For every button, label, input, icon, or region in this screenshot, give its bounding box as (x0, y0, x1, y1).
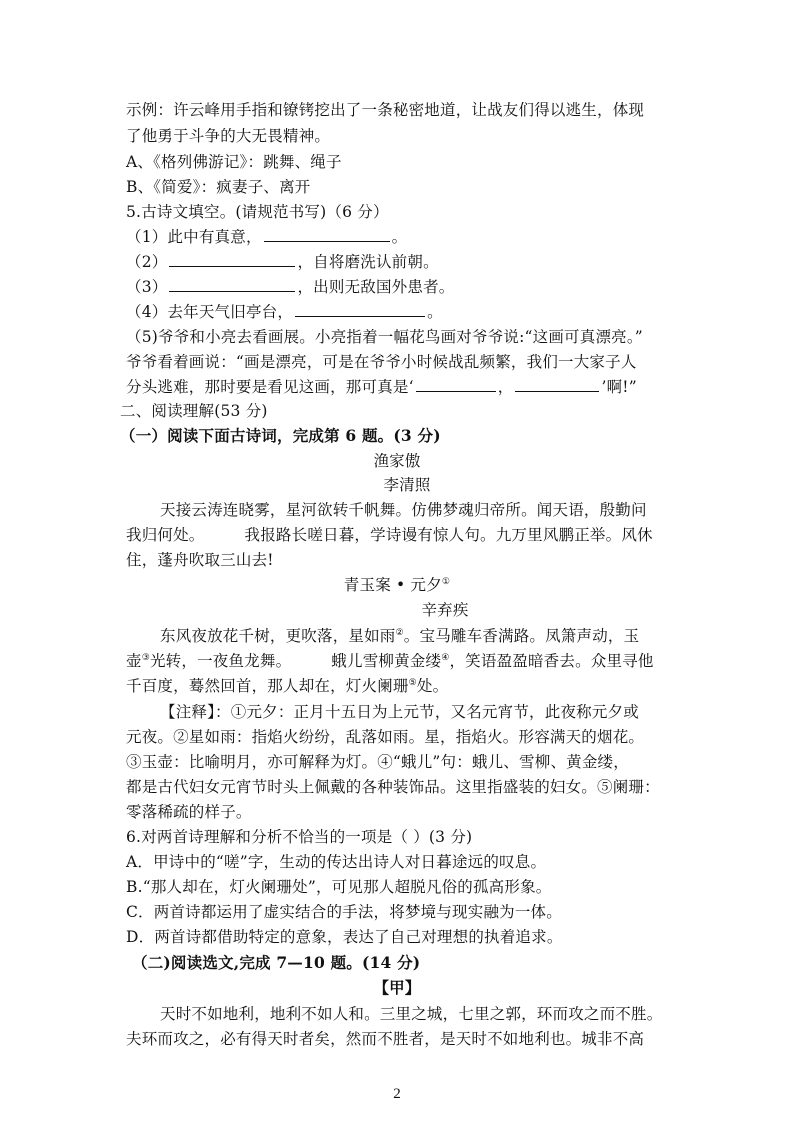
poem-1-text: 我归何处。 (126, 526, 205, 544)
q6-option-a: A．甲诗中的“嗟”字，生动的传达出诗人对日暮途远的叹息。 (126, 853, 547, 871)
q6-option-b: B.“那人却在，灯火阑珊处”，可见那人超脱凡俗的孤高形象。 (126, 878, 552, 896)
q5-5-text: 分头逃难，那时要是看见这画，那可真是‘ (126, 378, 414, 396)
q5-item-3 (126, 275, 454, 299)
option-b-line: B、《简爱》：疯妻子、离开 (126, 178, 311, 196)
q5-1-text: （1）此中有真意， (126, 228, 262, 246)
note-line-4: 都是古代妇女元宵节时头上佩戴的各种装饰品。这里指盛装的妇女。⑤阑珊： (126, 778, 660, 796)
poem-2-text: 东风夜放花千树，更吹落，星如雨 (160, 627, 396, 645)
answer-blank[interactable] (169, 275, 295, 292)
poem-2-text: 光转，一夜鱼龙舞。 (149, 652, 292, 670)
poem-2-line-2 (126, 649, 654, 673)
example-line-1: 示例：许云峰用手指和镣铐挖出了一条秘密地道，让战友们得以逃生，体现 (126, 101, 645, 119)
question-6: 6.对两首诗理解和分析不恰当的一项是（ ）(3 分) (126, 828, 473, 846)
question-5: 5.古诗文填空。(请规范书写)（6 分） (126, 203, 389, 221)
answer-blank[interactable] (416, 375, 496, 392)
q5-3-end: ，出则无敌国外患者。 (297, 278, 455, 296)
poem-2-text: 壶 (126, 652, 142, 670)
q5-5-end: ’啊!” (601, 378, 637, 396)
poem-2-text: 蛾儿雪柳黄金缕 (331, 652, 442, 670)
q5-5-comma: ， (497, 378, 514, 396)
page-number: 2 (393, 1086, 401, 1102)
footnote-mark: ④ (441, 652, 450, 663)
answer-blank[interactable] (264, 225, 390, 242)
passage-line-2: 夫环而攻之，必有得天时者矣，然而不胜者，是天时不如地利也。城非不高 (126, 1030, 645, 1048)
poem-2-text: 千百度，蓦然回首，那人却在，灯火阑珊 (126, 677, 409, 695)
answer-blank[interactable] (295, 300, 425, 317)
q5-item-5-line-2: 爷爷看着画说：“画是漂亮，可是在爷爷小时候战乱频繁，我们一大家子人 (126, 353, 637, 371)
q6-option-c: C．两首诗都运用了虚实结合的手法，将梦境与现实融为一体。 (126, 903, 562, 921)
q5-2-end: ，自将磨洗认前朝。 (297, 253, 439, 271)
example-line-2: 了他勇于斗争的大无畏精神。 (126, 127, 331, 145)
footnote-mark: ② (395, 627, 404, 638)
q5-item-2 (126, 250, 439, 274)
q5-3-text: （3） (126, 278, 168, 296)
q5-4-end: 。 (427, 303, 443, 321)
footnote-mark: ③ (141, 652, 150, 663)
poem-1-line-2 (126, 523, 653, 547)
passage-jia-label: 【甲】 (373, 978, 421, 997)
q5-2-text: （2） (126, 253, 168, 271)
q5-item-5-line-3 (126, 375, 637, 399)
poem-2-text: 处。 (416, 677, 449, 695)
poem-2-text: ，笑语盈盈暗香去。众里寻他 (449, 652, 654, 670)
q5-1-end: 。 (391, 228, 408, 246)
poem-2-line-3 (126, 674, 448, 698)
q5-item-1 (126, 225, 407, 249)
answer-blank[interactable] (169, 250, 295, 267)
note-line-3: ③玉壶：比喻明月，亦可解释为灯。④“蛾儿”句：蛾儿、雪柳、黄金缕， (126, 753, 629, 771)
poem-2-line-1 (160, 624, 639, 648)
poem-2-text: 。宝马雕车香满路。凤箫声动，玉 (403, 627, 640, 645)
poem-1-author: 李清照 (383, 476, 431, 494)
footnote-mark: ① (441, 576, 451, 587)
passage-line-1: 天时不如地利，地利不如人和。三里之城，七里之郭，环而攻之而不胜。 (160, 1005, 663, 1023)
poem-1-line-3: 住，蓬舟吹取三山去! (126, 551, 274, 569)
note-line-5: 零落稀疏的样子。 (126, 803, 252, 821)
q5-item-4 (126, 300, 443, 324)
option-a-line: A、《格列佛游记》：跳舞、绳子 (126, 153, 342, 171)
poem-1-line-1: 天接云涛连晓雾，星河欲转千帆舞。仿佛梦魂归帝所。闻天语，殷勤问 (160, 501, 647, 519)
poem-2-author: 辛弃疾 (421, 601, 469, 619)
poem-2-title (0, 573, 794, 597)
section-2-1-heading: （一）阅读下面古诗词，完成第 6 题。(3 分) (120, 426, 441, 445)
q5-4-text: （4）去年天气旧亭台， (126, 303, 294, 321)
q5-item-5-line-1: （5)爷爷和小亮去看画展。小亮指着一幅花鸟画对爷爷说:“这画可真漂亮。” (126, 328, 643, 346)
footnote-mark: ⑤ (408, 677, 417, 688)
poem-1-text: 我报路长嗟日暮，学诗谩有惊人句。九万里风鹏正举。风休 (244, 526, 653, 544)
note-line-2: 元夜。②星如雨：指焰火纷纷，乱落如雨。星，指焰火。形容满天的烟花。 (126, 728, 645, 746)
note-line-1: 【注释】：①元夕：正月十五日为上元节，又名元宵节，此夜称元夕或 (160, 703, 639, 721)
poem-1-title: 渔家傲 (373, 452, 421, 470)
section-2-2-heading: （二)阅读选文,完成 7—10 题。(14 分) (132, 953, 421, 972)
section-2-heading: 二、阅读理解(53 分) (120, 402, 268, 420)
answer-blank[interactable] (515, 375, 599, 392)
poem-2-title-text: 青玉案 • 元夕 (343, 576, 442, 594)
q6-option-d: D．两首诗都借助特定的意象，表达了自己对理想的执着追求。 (126, 928, 563, 946)
